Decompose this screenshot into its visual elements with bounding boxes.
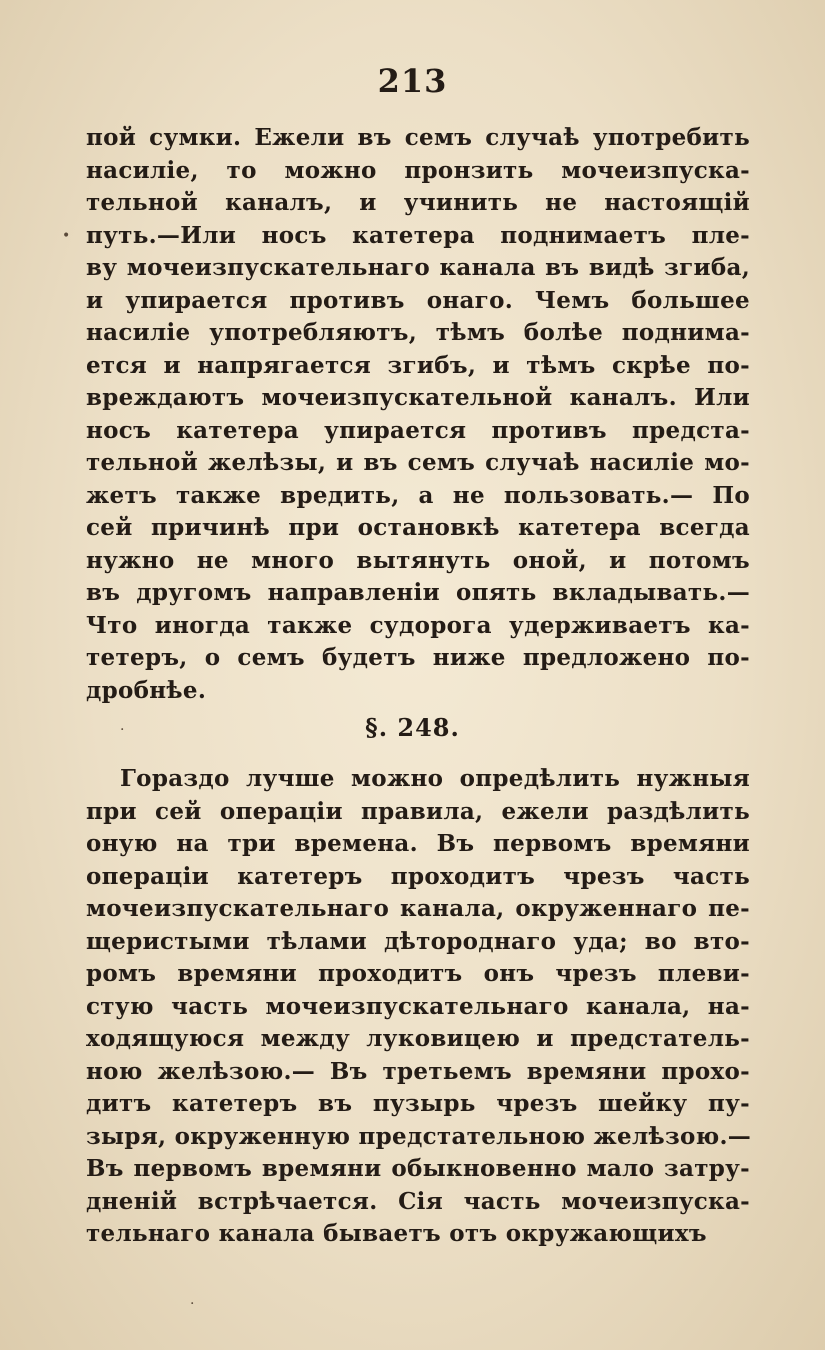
text-line: пой сумки. Ежели въ семъ случаѣ употребить <box>86 124 750 151</box>
text-line: тельной каналъ, и учинить не настоящій <box>86 189 750 216</box>
text-line: ною желѣзою.— Въ третьемъ времяни прохо- <box>86 1057 750 1085</box>
text-line: ходящуюся между луковицею и предстатель- <box>86 1025 750 1052</box>
text-line: операціи катетеръ проходитъ чрезъ часть <box>86 862 750 890</box>
text-line: дитъ катетеръ въ пузырь чрезъ шейку пу- <box>86 1090 750 1117</box>
text-line: сей причинѣ при остановкѣ катетера всегда <box>86 514 750 541</box>
text-line: тетеръ, о семъ будетъ ниже предложено по- <box>86 644 750 671</box>
text-line: Въ первомъ времяни обыкновенно мало затру- <box>86 1155 750 1182</box>
page-number: 213 <box>377 62 448 100</box>
text-line: тельнаго канала бываетъ отъ окружающихъ <box>86 1220 707 1247</box>
section-heading: §. 248. <box>365 713 460 742</box>
text-line: зыря, окруженную предстательною желѣзою.— <box>86 1122 752 1150</box>
paper-speck-mark: · <box>190 1296 195 1312</box>
text-line: носъ катетера упирается противъ предста- <box>86 416 750 444</box>
paper-speck-mark: · <box>120 722 125 738</box>
text-line: ромъ времяни проходитъ онъ чрезъ плеви- <box>86 960 750 987</box>
text-line: нужно не много вытянуть оной, и потомъ <box>86 546 750 574</box>
text-line: дробнѣе. <box>86 676 207 704</box>
text-line: насиліе употребляютъ, тѣмъ болѣе поднима- <box>86 319 750 346</box>
text-line: вреждаютъ мочеизпускательной каналъ. Или <box>86 384 750 411</box>
text-line: оную на три времена. Въ первомъ времяни <box>86 830 750 857</box>
text-line: щеристыми тѣлами дѣтороднаго уда; во вто- <box>86 927 750 955</box>
text-line: при сей операціи правила, ежели раздѣлить <box>86 797 750 825</box>
text-line: стую часть мочеизпускательнаго канала, на- <box>86 992 750 1020</box>
text-line: Гораздо лучше можно опредѣлить нужныя <box>120 765 750 792</box>
text-line: насиліе, то можно пронзить мочеизпуска- <box>86 156 750 184</box>
text-line: жетъ также вредить, а не пользовать.— По <box>86 481 750 509</box>
text-line: Что иногда также судорога удерживаетъ ка- <box>86 611 750 639</box>
paragraph-section-248 <box>86 763 750 1251</box>
text-line: ву мочеизпускательнаго канала въ видѣ згиба, <box>86 254 750 281</box>
paper-speck-mark: • <box>62 228 71 244</box>
text-line: путь.—Или носъ катетера поднимаетъ пле- <box>86 221 750 249</box>
text-line: ется и напрягается згибъ, и тѣмъ скрѣе по- <box>86 351 750 379</box>
paragraph-continued <box>86 122 750 707</box>
text-line: мочеизпускательнаго канала, окруженнаго пе- <box>86 895 750 922</box>
text-line: и упирается противъ онаго. Чемъ большее <box>86 286 750 314</box>
text-line: тельной желѣзы, и въ семъ случаѣ насиліе мо- <box>86 449 750 476</box>
text-line: дненій встрѣчается. Сія часть мочеизпуска- <box>86 1187 750 1215</box>
text-line: въ другомъ направленіи опять вкладывать.— <box>86 579 750 606</box>
